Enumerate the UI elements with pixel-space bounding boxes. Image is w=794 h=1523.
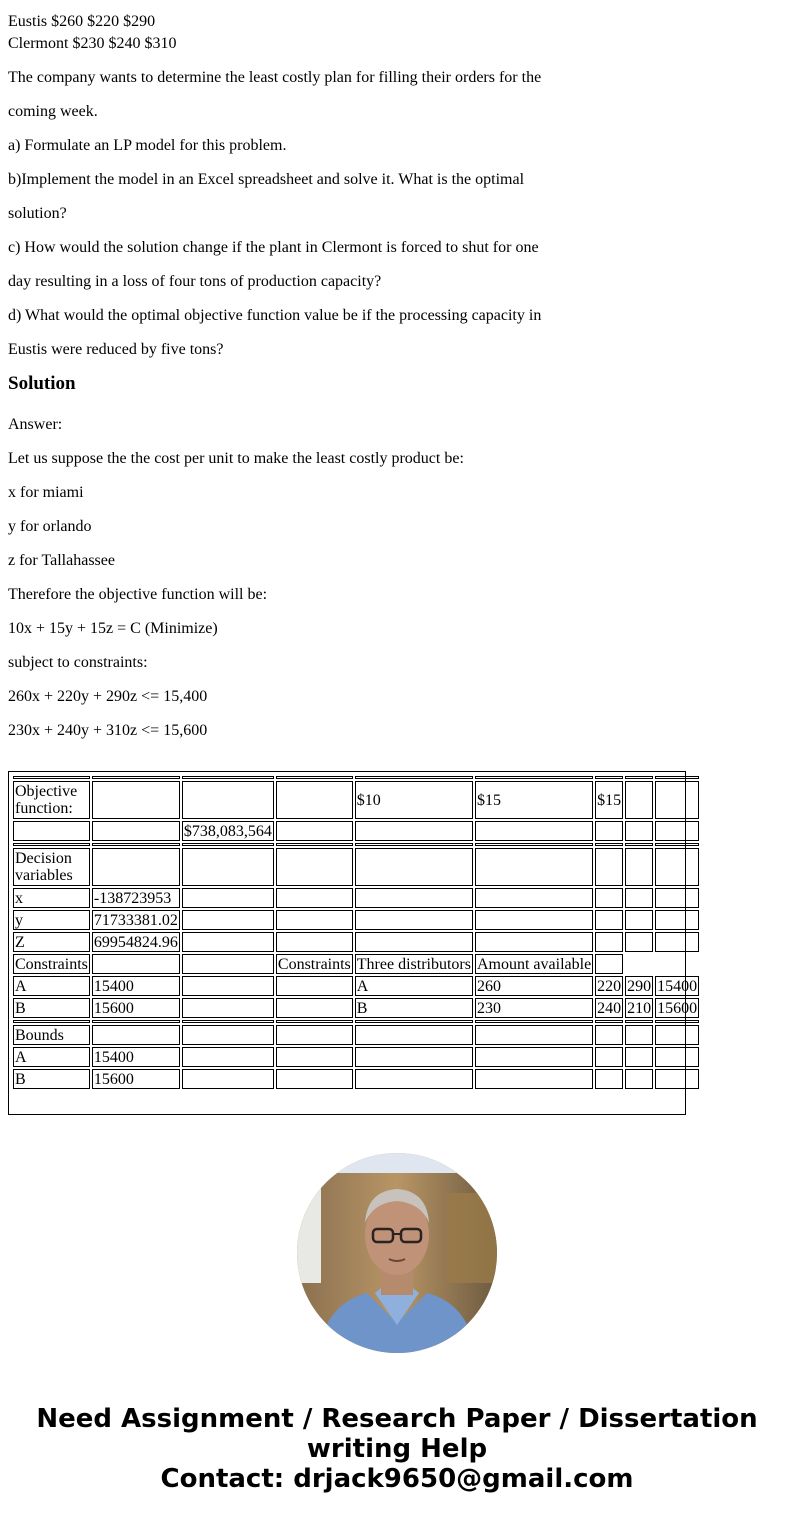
distributor-cell: B	[355, 998, 473, 1018]
amount-cell: 15600	[657, 999, 698, 1017]
solver-grid	[11, 774, 701, 1091]
cost-x-cell: $10	[355, 781, 473, 819]
solution-line: 10x + 15y + 15z = C (Minimize)	[8, 620, 218, 637]
coef-cell: 210	[627, 999, 652, 1017]
table-row	[13, 932, 699, 952]
avatar	[297, 1153, 497, 1353]
table-row	[13, 910, 699, 930]
question-line: solution?	[8, 205, 67, 222]
constraint-value-cell: 15600	[92, 998, 180, 1018]
objective-value-cell: $738,083,564	[183, 822, 272, 840]
distributor-cell: A	[355, 976, 473, 996]
question-line: coming week.	[8, 103, 98, 120]
cta-line: writing Help	[306, 1434, 488, 1464]
table-row	[13, 954, 699, 974]
table-row	[13, 1047, 699, 1067]
solution-line: Answer:	[8, 416, 63, 433]
amount-cell: 15400	[657, 977, 698, 995]
contact-banner	[0, 1404, 794, 1494]
coef-cell: 290	[627, 977, 652, 995]
question-line: b)Implement the model in an Excel spreadsheet and solve it. What is the optimal	[8, 171, 525, 188]
question-line: Eustis $260 $220 $290	[8, 13, 156, 30]
var-value-cell: -138723953	[92, 888, 180, 908]
question-line: The company wants to determine the least costly plan for filling their orders for the	[8, 69, 542, 86]
constraints-label-2: Constraints	[277, 955, 351, 973]
distributors-header: Three distributors	[356, 955, 471, 973]
table-row	[13, 1069, 699, 1089]
var-name-cell: Z	[13, 932, 90, 952]
constraint-name-cell: A	[13, 976, 90, 996]
bounds-label: Bounds	[13, 1025, 90, 1045]
table-row	[13, 888, 699, 908]
question-line: Eustis were reduced by five tons?	[8, 341, 224, 358]
question-line: c) How would the solution change if the plant in Clermont is forced to shut for one	[8, 239, 539, 256]
solution-line: z for Tallahassee	[8, 552, 115, 569]
objective-label: Objective function:	[13, 781, 90, 819]
bound-value-cell: 15600	[92, 1069, 180, 1089]
question-line: day resulting in a loss of four tons of production capacity?	[8, 273, 382, 290]
var-value-cell: 69954824.96	[93, 933, 178, 951]
solution-line: Let us suppose the the cost per unit to make the least costly product be:	[8, 450, 464, 467]
table-row	[13, 998, 699, 1018]
solution-heading: Solution	[8, 373, 76, 394]
table-row	[13, 1025, 699, 1045]
document-body	[8, 0, 788, 743]
question-line: a) Formulate an LP model for this problem.	[8, 137, 287, 154]
solution-line: y for orlando	[8, 518, 92, 535]
cta-line: Need Assignment / Research Paper / Dissertation	[36, 1404, 758, 1434]
solution-line: 260x + 220y + 290z <= 15,400	[8, 688, 208, 705]
decision-label: Decision variables	[13, 848, 90, 886]
constraints-label: Constraints	[15, 955, 88, 973]
var-name-cell: x	[13, 888, 90, 908]
coef-cell: 220	[597, 977, 622, 995]
cost-y-cell: $15	[475, 781, 593, 819]
solution-line: subject to constraints:	[8, 654, 148, 671]
question-line: d) What would the optimal objective function value be if the processing capacity in	[8, 307, 542, 324]
question-line: Clermont $230 $240 $310	[8, 35, 177, 52]
solution-line: 230x + 240y + 310z <= 15,600	[8, 722, 208, 739]
coef-cell: 260	[475, 976, 593, 996]
contact-email: Contact: drjack9650@gmail.com	[160, 1464, 634, 1494]
spreadsheet-table	[8, 771, 698, 1115]
bound-value-cell: 15400	[92, 1047, 180, 1067]
bound-name-cell: B	[13, 1069, 90, 1089]
table-row	[13, 976, 699, 996]
constraint-value-cell: 15400	[92, 976, 180, 996]
bound-name-cell: A	[13, 1047, 90, 1067]
table-row	[13, 781, 699, 819]
amount-header: Amount available	[476, 955, 592, 973]
table-row	[13, 821, 699, 841]
coef-cell: 230	[475, 998, 593, 1018]
var-name-cell: y	[13, 910, 90, 930]
solution-line: x for miami	[8, 484, 84, 501]
cost-z-cell: $15	[595, 781, 623, 819]
constraint-name-cell: B	[13, 998, 90, 1018]
portrait-image	[297, 1153, 497, 1353]
table-row	[13, 848, 699, 886]
coef-cell: 240	[597, 999, 622, 1017]
solution-line: Therefore the objective function will be:	[8, 586, 268, 603]
var-value-cell: 71733381.02	[93, 911, 178, 929]
